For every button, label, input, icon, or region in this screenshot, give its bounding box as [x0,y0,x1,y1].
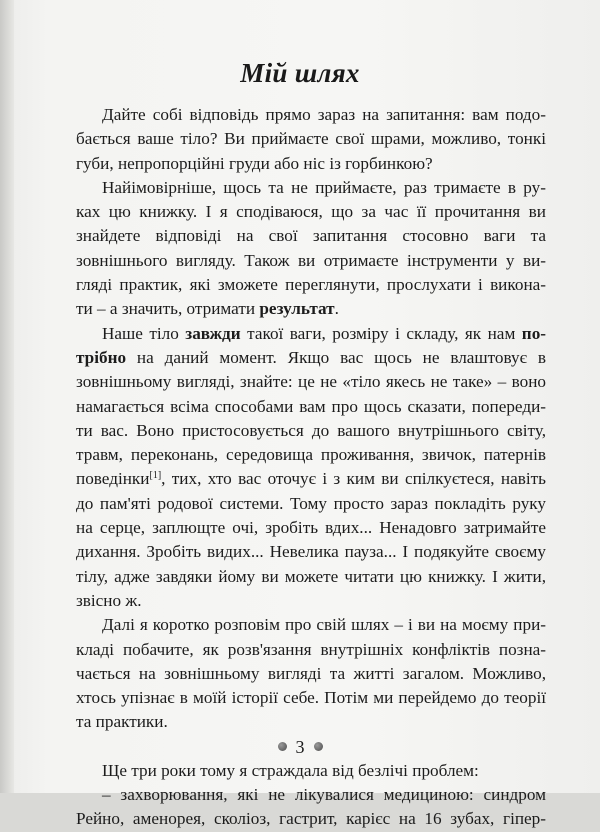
text-line: Рейно, аменорея, сколіоз, гастрит, карієс на 16 зубах, гіпер- [76,809,546,829]
text-line: Ще три роки тому я страждала від безлічі проблем: [102,760,479,780]
chapter-text [76,103,546,832]
text-fragment: Наше тіло [102,323,179,343]
text-line [76,297,546,321]
text-line [76,467,546,491]
text-fragment: . [334,299,339,319]
bold-word-needed-part1: по- [521,323,546,343]
text-line: Далі я коротко розповім про свій шлях – і ви на моєму при- [102,615,546,635]
text-line: зовнішньому вигляді, знайте: це не «тіло якесь не таке» – воно [76,372,546,392]
text-line: травм, переконань, середовища проживання, звичок, патернів [76,445,546,465]
text-line [76,346,546,370]
text-line: бається ваше тіло? Ви приймаєте свої шрами, можливо, тонкі [76,129,546,149]
text-line: ти вас. Воно пристосовується до вашого внутрішнього світу, [76,420,546,440]
text-fragment: на даний момент. Якщо вас щось не влаштовує в [136,347,546,367]
text-line [76,322,546,346]
chapter-title: Мій шлях [240,58,360,88]
bold-word-always: завжди [185,323,241,343]
text-line: намагається всіма способами вам про щось сказати, попереди- [76,396,546,416]
page-footer [0,737,600,758]
text-fragment: такої ваги, розміру і складу, як нам [247,323,516,343]
bullet-icon [278,742,287,751]
bold-word-result: результат [259,299,335,319]
text-line: ках цю книжку. І я сподіваюся, що за час її прочитання ви [76,202,546,222]
text-line: Дайте собі відповідь прямо зараз на запитання: вам подо- [102,105,546,124]
text-line: тілу, адже завдяки йому ви можете читати цю книжку. І жити, [76,566,546,586]
text-line: на серце, заплющте очі, зробіть вдих... Ненадовго затримайте [76,518,546,538]
text-line: Найімовірніше, щось та не приймаєте, раз тримаєте в ру- [102,177,546,197]
text-line: та практики. [76,712,168,732]
text-fragment: , тих, хто вас оточує і з ким ви спілкуєтеся, навіть [161,469,546,489]
page-number: 3 [295,737,305,757]
text-fragment: поведінки [76,469,150,489]
footnote-reference[interactable]: [1] [149,470,162,482]
page-binding-shadow [0,0,14,793]
text-line: хтось упізнає в моїй історії себе. Потім ми перейдемо до теорії [76,688,546,708]
text-line: до пам'яті родової системи. Тому просто зараз покладіть руку [76,493,546,513]
text-fragment: ти – а значить, отримати [76,299,256,319]
text-line: знайдете відповіді на свої запитання стосовно ваги та [76,226,546,246]
text-line: зовнішнього вигляду. Також ви отримаєте інструменти у ви- [76,250,546,270]
bold-word-needed-part2: трібно [76,347,127,367]
text-line: чається на зовнішньому вигляді та житті загалом. Можливо, [76,663,546,683]
text-line: кладі побачите, як розв'язання внутрішніх конфліктів позна- [76,639,546,659]
text-line: звісно ж. [76,590,142,610]
bullet-icon [314,742,323,751]
text-line: – захворювання, які не лікувалися медициною: синдром [102,785,546,805]
text-line: губи, непропорційні груди або ніс із горбинкою? [76,153,433,173]
text-line: гляді практик, які зможете переглянути, прослухати і викона- [76,275,546,295]
text-line: дихання. Зробіть видих... Невелика пауза... І подякуйте своєму [76,542,546,562]
